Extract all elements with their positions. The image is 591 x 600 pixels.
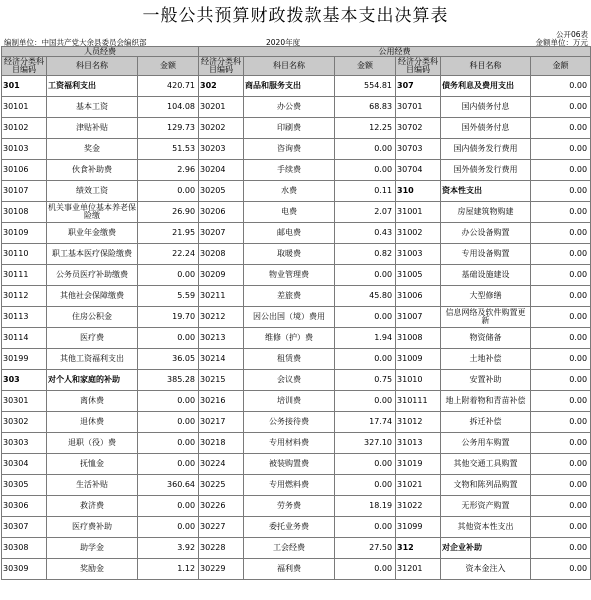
cell-amount: 554.81 <box>335 76 396 97</box>
cell-name: 对个人和家庭的补助 <box>47 370 138 391</box>
cell-code: 302 <box>199 76 244 97</box>
cell-code: 301 <box>2 76 47 97</box>
cell-code: 30301 <box>2 391 47 412</box>
cell-name: 会议费 <box>244 370 335 391</box>
currency-unit: 金额单位：万元 <box>535 38 588 47</box>
cell-name: 电费 <box>244 202 335 223</box>
cell-amount: 0.00 <box>531 202 591 223</box>
table-row <box>2 202 591 223</box>
cell-name: 抚恤金 <box>47 454 138 475</box>
cell-code: 30211 <box>199 286 244 307</box>
cell-amount: 0.00 <box>531 412 591 433</box>
cell-code: 30227 <box>199 517 244 538</box>
cell-name: 奖金 <box>47 139 138 160</box>
cell-amount: 21.95 <box>138 223 199 244</box>
cell-code: 30112 <box>2 286 47 307</box>
cell-code: 31022 <box>396 496 441 517</box>
cell-name: 信息网络及软件购置更新 <box>441 307 531 328</box>
cell-amount: 2.96 <box>138 160 199 181</box>
cell-name: 公务用车购置 <box>441 433 531 454</box>
table-row <box>2 559 591 580</box>
table-row <box>2 139 591 160</box>
cell-name: 绩效工资 <box>47 181 138 202</box>
cell-code: 30103 <box>2 139 47 160</box>
table-row <box>2 118 591 139</box>
cell-code: 30225 <box>199 475 244 496</box>
cell-name: 水费 <box>244 181 335 202</box>
cell-code: 31201 <box>396 559 441 580</box>
cell-code: 307 <box>396 76 441 97</box>
cell-code: 30206 <box>199 202 244 223</box>
cell-amount: 129.73 <box>138 118 199 139</box>
cell-code: 31001 <box>396 202 441 223</box>
cell-name: 工资福利支出 <box>47 76 138 97</box>
cell-name: 手续费 <box>244 160 335 181</box>
cell-name: 对企业补助 <box>441 538 531 559</box>
cell-code: 312 <box>396 538 441 559</box>
code-header: 经济分类科目编码 <box>396 57 441 76</box>
cell-amount: 0.00 <box>531 160 591 181</box>
cell-code: 31005 <box>396 265 441 286</box>
cell-amount: 45.80 <box>335 286 396 307</box>
code-header: 经济分类科目编码 <box>2 57 47 76</box>
cell-name: 劳务费 <box>244 496 335 517</box>
cell-code: 30217 <box>199 412 244 433</box>
table-row <box>2 517 591 538</box>
cell-code: 31013 <box>396 433 441 454</box>
cell-amount: 0.00 <box>531 118 591 139</box>
unit-label: 编制单位：中国共产党大余县委员会编织部 <box>4 38 147 47</box>
cell-name: 咨询费 <box>244 139 335 160</box>
cell-amount: 0.00 <box>531 538 591 559</box>
cell-amount: 0.00 <box>531 433 591 454</box>
cell-amount: 327.10 <box>335 433 396 454</box>
cell-amount: 0.00 <box>138 517 199 538</box>
table-row <box>2 370 591 391</box>
cell-amount: 0.00 <box>531 307 591 328</box>
cell-name: 租赁费 <box>244 349 335 370</box>
cell-name: 工会经费 <box>244 538 335 559</box>
cell-amount: 0.00 <box>531 496 591 517</box>
cell-amount: 36.05 <box>138 349 199 370</box>
cell-code: 30215 <box>199 370 244 391</box>
cell-amount: 0.00 <box>138 265 199 286</box>
cell-amount: 104.08 <box>138 97 199 118</box>
cell-name: 奖励金 <box>47 559 138 580</box>
table-row <box>2 286 591 307</box>
cell-code: 30304 <box>2 454 47 475</box>
cell-name: 地上附着物和青苗补偿 <box>441 391 531 412</box>
table-row <box>2 475 591 496</box>
table-row <box>2 349 591 370</box>
cell-name: 无形资产购置 <box>441 496 531 517</box>
cell-name: 退职（役）费 <box>47 433 138 454</box>
name-header: 科目名称 <box>441 57 531 76</box>
cell-amount: 0.00 <box>335 265 396 286</box>
cell-code: 30199 <box>2 349 47 370</box>
cell-amount: 0.00 <box>531 286 591 307</box>
cell-name: 债务利息及费用支出 <box>441 76 531 97</box>
cell-name: 商品和服务支出 <box>244 76 335 97</box>
cell-code: 30113 <box>2 307 47 328</box>
cell-amount: 0.00 <box>335 139 396 160</box>
cell-amount: 3.92 <box>138 538 199 559</box>
cell-name: 物业管理费 <box>244 265 335 286</box>
cell-name: 医疗费 <box>47 328 138 349</box>
report-year: 2020年度 <box>266 38 301 47</box>
cell-name: 职工基本医疗保险缴费 <box>47 244 138 265</box>
cell-name: 公务员医疗补助缴费 <box>47 265 138 286</box>
name-header: 科目名称 <box>47 57 138 76</box>
table-row <box>2 412 591 433</box>
cell-amount: 12.25 <box>335 118 396 139</box>
cell-code: 30208 <box>199 244 244 265</box>
cell-amount: 22.24 <box>138 244 199 265</box>
cell-name: 机关事业单位基本养老保险缴 <box>47 202 138 223</box>
form-code: 公开06表 <box>555 30 588 39</box>
cell-amount: 0.00 <box>138 433 199 454</box>
cell-code: 31019 <box>396 454 441 475</box>
cell-name: 办公费 <box>244 97 335 118</box>
table-row <box>2 454 591 475</box>
cell-name: 因公出国（境）费用 <box>244 307 335 328</box>
table-row <box>2 76 591 97</box>
cell-name: 差旅费 <box>244 286 335 307</box>
cell-code: 30214 <box>199 349 244 370</box>
cell-amount: 19.70 <box>138 307 199 328</box>
cell-name: 助学金 <box>47 538 138 559</box>
cell-name: 退休费 <box>47 412 138 433</box>
cell-amount: 0.00 <box>335 391 396 412</box>
personnel-group-header: 人员经费 <box>2 47 199 57</box>
cell-amount: 0.00 <box>335 307 396 328</box>
cell-code: 30229 <box>199 559 244 580</box>
cell-amount: 0.00 <box>138 181 199 202</box>
cell-name: 其他资本性支出 <box>441 517 531 538</box>
cell-code: 30107 <box>2 181 47 202</box>
cell-amount: 0.00 <box>335 517 396 538</box>
cell-code: 31009 <box>396 349 441 370</box>
cell-amount: 0.11 <box>335 181 396 202</box>
cell-code: 30218 <box>199 433 244 454</box>
cell-code: 30202 <box>199 118 244 139</box>
cell-amount: 0.00 <box>335 349 396 370</box>
cell-code: 30703 <box>396 139 441 160</box>
cell-name: 国外债务付息 <box>441 118 531 139</box>
cell-code: 30305 <box>2 475 47 496</box>
cell-name: 拆迁补偿 <box>441 412 531 433</box>
cell-amount: 420.71 <box>138 76 199 97</box>
cell-name: 其他交通工具购置 <box>441 454 531 475</box>
cell-name: 维修（护）费 <box>244 328 335 349</box>
cell-code: 30111 <box>2 265 47 286</box>
report-title: 一般公共预算财政拨款基本支出决算表 <box>142 6 449 26</box>
cell-amount: 0.00 <box>335 454 396 475</box>
table-row <box>2 265 591 286</box>
cell-amount: 0.00 <box>531 244 591 265</box>
cell-code: 310111 <box>396 391 441 412</box>
cell-code: 31007 <box>396 307 441 328</box>
cell-code: 30302 <box>2 412 47 433</box>
cell-amount: 0.00 <box>531 139 591 160</box>
cell-name: 国内债务发行费用 <box>441 139 531 160</box>
cell-code: 30303 <box>2 433 47 454</box>
amount-header: 金额 <box>531 57 591 76</box>
cell-code: 30306 <box>2 496 47 517</box>
cell-amount: 68.83 <box>335 97 396 118</box>
cell-name: 委托业务费 <box>244 517 335 538</box>
cell-name: 办公设备购置 <box>441 223 531 244</box>
cell-name: 文物和陈列品购置 <box>441 475 531 496</box>
cell-name: 被装购置费 <box>244 454 335 475</box>
table-row <box>2 538 591 559</box>
cell-code: 30102 <box>2 118 47 139</box>
cell-code: 30701 <box>396 97 441 118</box>
cell-amount: 0.00 <box>531 517 591 538</box>
cell-amount: 17.74 <box>335 412 396 433</box>
public-group-header: 公用经费 <box>199 47 591 57</box>
name-header: 科目名称 <box>244 57 335 76</box>
cell-amount: 0.00 <box>335 559 396 580</box>
cell-code: 30114 <box>2 328 47 349</box>
table-row <box>2 97 591 118</box>
table-row <box>2 496 591 517</box>
table-row <box>2 181 591 202</box>
cell-amount: 1.12 <box>138 559 199 580</box>
cell-amount: 0.00 <box>531 265 591 286</box>
column-header-row <box>2 57 591 76</box>
cell-code: 30228 <box>199 538 244 559</box>
cell-code: 30308 <box>2 538 47 559</box>
cell-code: 30226 <box>199 496 244 517</box>
cell-code: 30704 <box>396 160 441 181</box>
cell-amount: 26.90 <box>138 202 199 223</box>
cell-amount: 0.82 <box>335 244 396 265</box>
cell-name: 培训费 <box>244 391 335 412</box>
cell-code: 30309 <box>2 559 47 580</box>
cell-name: 离休费 <box>47 391 138 412</box>
cell-amount: 0.00 <box>531 559 591 580</box>
cell-code: 30201 <box>199 97 244 118</box>
cell-name: 房屋建筑物购建 <box>441 202 531 223</box>
cell-name: 生活补贴 <box>47 475 138 496</box>
cell-amount: 5.59 <box>138 286 199 307</box>
cell-code: 30216 <box>199 391 244 412</box>
cell-code: 30106 <box>2 160 47 181</box>
cell-amount: 0.00 <box>138 454 199 475</box>
cell-amount: 0.00 <box>138 328 199 349</box>
cell-name: 大型修缮 <box>441 286 531 307</box>
cell-name: 资本性支出 <box>441 181 531 202</box>
cell-code: 31002 <box>396 223 441 244</box>
cell-amount: 0.43 <box>335 223 396 244</box>
cell-code: 30209 <box>199 265 244 286</box>
cell-code: 31008 <box>396 328 441 349</box>
cell-code: 30109 <box>2 223 47 244</box>
cell-name: 物资储备 <box>441 328 531 349</box>
cell-amount: 0.00 <box>531 454 591 475</box>
cell-name: 印刷费 <box>244 118 335 139</box>
cell-amount: 51.53 <box>138 139 199 160</box>
code-header: 经济分类科目编码 <box>199 57 244 76</box>
cell-name: 伙食补助费 <box>47 160 138 181</box>
cell-name: 福利费 <box>244 559 335 580</box>
cell-amount: 0.00 <box>531 328 591 349</box>
cell-name: 专用设备购置 <box>441 244 531 265</box>
amount-header: 金额 <box>138 57 199 76</box>
cell-name: 救济费 <box>47 496 138 517</box>
cell-name: 公务接待费 <box>244 412 335 433</box>
cell-code: 31006 <box>396 286 441 307</box>
cell-amount: 0.00 <box>335 160 396 181</box>
cell-amount: 385.28 <box>138 370 199 391</box>
cell-name: 医疗费补助 <box>47 517 138 538</box>
cell-code: 31012 <box>396 412 441 433</box>
cell-code: 31003 <box>396 244 441 265</box>
cell-name: 基本工资 <box>47 97 138 118</box>
cell-code: 30204 <box>199 160 244 181</box>
cell-name: 其他社会保障缴费 <box>47 286 138 307</box>
cell-code: 30213 <box>199 328 244 349</box>
cell-name: 取暖费 <box>244 244 335 265</box>
cell-name: 资本金注入 <box>441 559 531 580</box>
cell-code: 30110 <box>2 244 47 265</box>
cell-amount: 0.00 <box>531 97 591 118</box>
cell-amount: 0.00 <box>531 349 591 370</box>
cell-amount: 0.00 <box>531 370 591 391</box>
cell-code: 31010 <box>396 370 441 391</box>
cell-name: 专用燃料费 <box>244 475 335 496</box>
cell-code: 30224 <box>199 454 244 475</box>
group-header-row <box>2 47 591 57</box>
cell-amount: 0.00 <box>138 496 199 517</box>
cell-name: 国内债务付息 <box>441 97 531 118</box>
cell-amount: 0.00 <box>531 475 591 496</box>
cell-code: 30307 <box>2 517 47 538</box>
cell-amount: 1.94 <box>335 328 396 349</box>
cell-name: 其他工资福利支出 <box>47 349 138 370</box>
cell-amount: 18.19 <box>335 496 396 517</box>
cell-code: 30702 <box>396 118 441 139</box>
cell-amount: 27.50 <box>335 538 396 559</box>
cell-code: 30108 <box>2 202 47 223</box>
table-row <box>2 328 591 349</box>
cell-code: 303 <box>2 370 47 391</box>
cell-code: 310 <box>396 181 441 202</box>
cell-amount: 0.00 <box>335 475 396 496</box>
table-row <box>2 391 591 412</box>
cell-name: 基础设施建设 <box>441 265 531 286</box>
cell-amount: 2.07 <box>335 202 396 223</box>
expenditure-table <box>1 46 591 580</box>
cell-code: 31021 <box>396 475 441 496</box>
table-row <box>2 433 591 454</box>
cell-code: 31099 <box>396 517 441 538</box>
cell-amount: 360.64 <box>138 475 199 496</box>
cell-code: 30203 <box>199 139 244 160</box>
cell-amount: 0.00 <box>531 391 591 412</box>
cell-name: 专用材料费 <box>244 433 335 454</box>
cell-amount: 0.00 <box>531 223 591 244</box>
table-row <box>2 307 591 328</box>
cell-code: 30212 <box>199 307 244 328</box>
cell-code: 30101 <box>2 97 47 118</box>
amount-header: 金额 <box>335 57 396 76</box>
cell-name: 国外债务发行费用 <box>441 160 531 181</box>
table-row <box>2 160 591 181</box>
cell-name: 土地补偿 <box>441 349 531 370</box>
cell-name: 职业年金缴费 <box>47 223 138 244</box>
cell-amount: 0.00 <box>531 76 591 97</box>
table-row <box>2 244 591 265</box>
cell-name: 安置补助 <box>441 370 531 391</box>
cell-name: 邮电费 <box>244 223 335 244</box>
cell-amount: 0.00 <box>531 181 591 202</box>
cell-code: 30205 <box>199 181 244 202</box>
cell-amount: 0.00 <box>138 412 199 433</box>
cell-name: 津贴补贴 <box>47 118 138 139</box>
table-row <box>2 223 591 244</box>
cell-amount: 0.00 <box>138 391 199 412</box>
cell-name: 住房公积金 <box>47 307 138 328</box>
cell-amount: 0.75 <box>335 370 396 391</box>
cell-code: 30207 <box>199 223 244 244</box>
